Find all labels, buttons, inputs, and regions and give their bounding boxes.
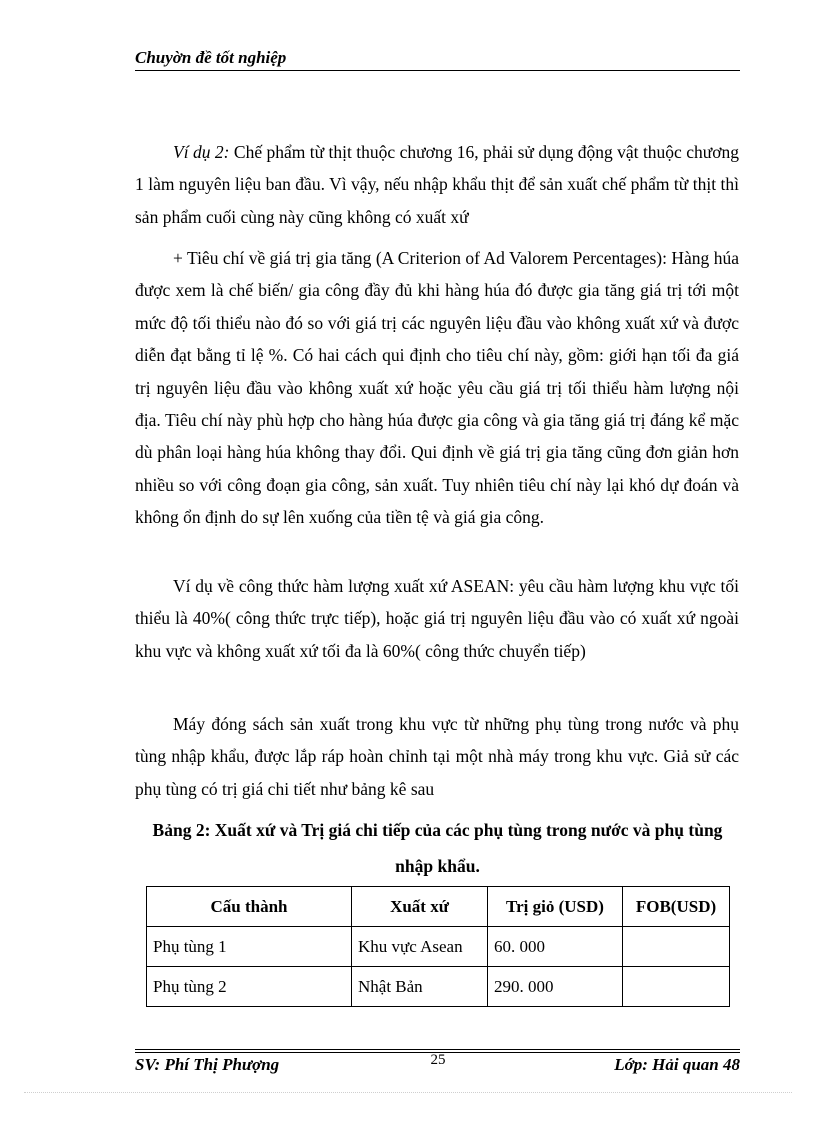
column-header: Xuất xứ [352, 887, 488, 927]
example-label: Ví dụ 2: [173, 142, 230, 162]
paragraph-asean-formula [135, 570, 739, 667]
asean-formula-text: Ví dụ về công thức hàm lượng xuất xứ ASEAN: yêu cầu hàm lượng khu vực tối thiểu là 40%( công thức trực tiếp), hoặc giá trị nguyên liệu đầu vào có xuất xứ ngoài khu vực và không xuất xứ tối đa là 60%( công thức chuyển tiếp) [135, 576, 739, 661]
paragraph-value-added-criterion [135, 242, 739, 534]
table-cell: 60. 000 [488, 927, 623, 967]
column-header: FOB(USD) [623, 887, 730, 927]
table-cell: 290. 000 [488, 967, 623, 1007]
table-row [147, 967, 730, 1007]
table-caption: Bảng 2: Xuất xứ và Trị giá chi tiếp của các phụ tùng trong nước và phụ tùng nhập khẩu. [152, 820, 723, 876]
header-rule [135, 70, 740, 71]
paragraph-example-2 [135, 136, 739, 233]
table-cell: Khu vực Asean [352, 927, 488, 967]
table-header-row [147, 887, 730, 927]
footer-rule [135, 1049, 740, 1050]
binding-machine-text: Máy đóng sách sản xuất trong khu vực từ những phụ tùng trong nước và phụ tùng nhập khẩu, được lắp ráp hoàn chỉnh tại một nhà máy trong khu vực. Giả sử các phụ tùng có trị giá chi tiết như bảng kê sau [135, 714, 739, 799]
value-added-text: + Tiêu chí về giá trị gia tăng (A Criterion of Ad Valorem Percentages): Hàng húa được xem là chế biến/ gia công đầy đủ khi hàng húa đó được gia tăng giá trị tới một mức độ tối thiểu nào đó so với giá trị các nguyên liệu đầu vào không xuất xứ và được diễn đạt bằng tỉ lệ %. Có hai cách qui định cho tiêu chí này, gồm: giới hạn tối đa giá trị nguyên liệu đầu vào không xuất xứ hoặc yêu cầu giá trị tối thiểu hàm lượng nội địa. Tiêu chí này phù hợp cho hàng húa được gia công và gia tăng giá trị đáng kể mặc dù phân loại hàng húa không thay đổi. Qui định về giá trị gia tăng cũng đơn giản hơn nhiều so với công đoạn gia công, sản xuất. Tuy nhiên tiêu chí này lại khó dự đoán và không ổn định do sự lên xuống của tiền tệ và giá gia công. [135, 248, 739, 528]
column-header: Cấu thành [147, 887, 352, 927]
page-edge [24, 1092, 792, 1093]
paragraph-binding-machine [135, 708, 739, 805]
footer-class-name: Lớp: Hải quan 48 [614, 1055, 740, 1074]
footer-student-name: SV: Phí Thị Phượng [135, 1055, 280, 1074]
table-cell: Nhật Bản [352, 967, 488, 1007]
table-cell: Phụ tùng 1 [147, 927, 352, 967]
page-number: 25 [430, 1052, 446, 1068]
table-cell [623, 967, 730, 1007]
table-cell [623, 927, 730, 967]
table-cell: Phụ tùng 2 [147, 967, 352, 1007]
column-header: Trị giỏ (USD) [488, 887, 623, 927]
table-row [147, 927, 730, 967]
parts-table [146, 886, 730, 1007]
running-header: Chuyờn đề tốt nghiệp [135, 48, 287, 67]
example-text: Chế phẩm từ thịt thuộc chương 16, phải sử dụng động vật thuộc chương 1 làm nguyên liệu ban đầu. Vì vậy, nếu nhập khẩu thịt để sản xuất chế phẩm từ thịt thì sản phẩm cuối cùng này cũng không có xuất xứ [135, 142, 740, 227]
